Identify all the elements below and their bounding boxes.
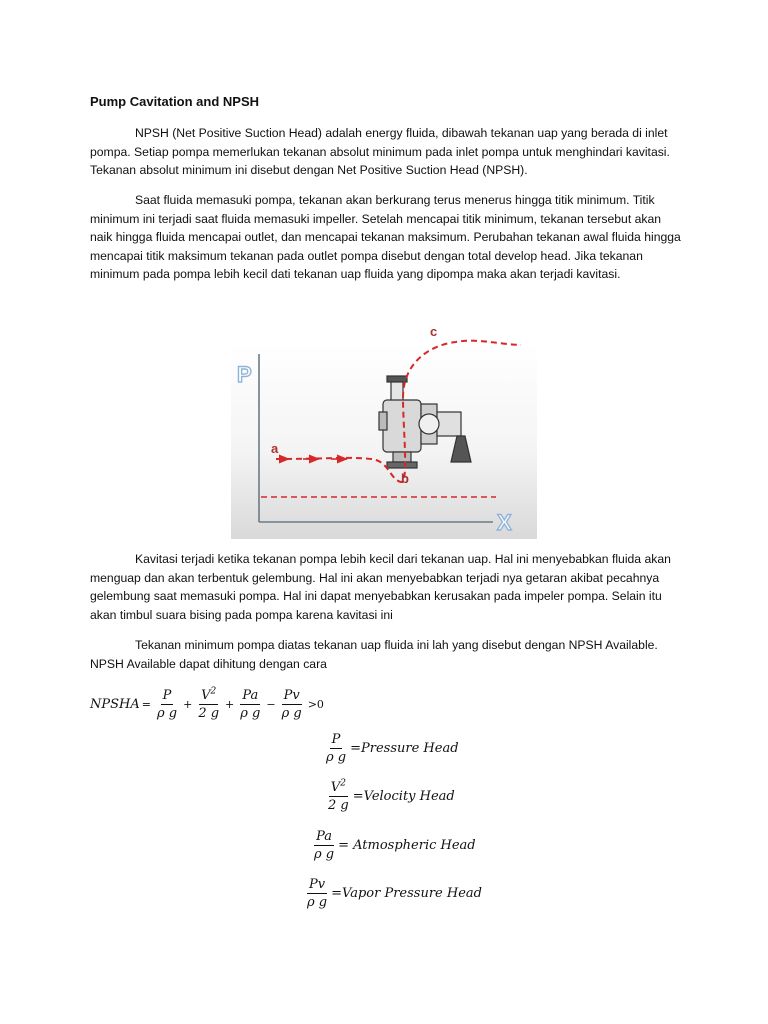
definition-velocity-head	[324, 780, 455, 813]
document-title: Pump Cavitation and NPSH	[90, 94, 260, 109]
pump-pressure-diagram	[231, 308, 537, 539]
x-axis-label: X	[497, 510, 512, 535]
term-denominator: ρ g	[156, 705, 178, 721]
term-denominator: ρ g	[281, 705, 302, 721]
velocity-symbol: V	[201, 687, 211, 703]
minus-sign: −	[266, 697, 276, 711]
term-numerator: P	[162, 687, 172, 703]
definition-text: = Atmospheric Head	[338, 838, 476, 853]
term-numerator	[329, 780, 348, 797]
definition-text: =Velocity Head	[352, 789, 455, 804]
point-c-label: c	[430, 324, 438, 339]
definition-atmospheric-head	[310, 829, 476, 862]
definition-fraction	[326, 780, 351, 813]
velocity-head-term	[196, 688, 221, 721]
term-denominator: ρ g	[307, 895, 328, 910]
definition-vapor-pressure-head	[303, 877, 482, 910]
vapor-pressure-head-term	[280, 688, 304, 721]
definition-fraction	[305, 877, 329, 910]
term-denominator: ρ g	[240, 705, 261, 721]
greater-than-zero: >0	[307, 697, 324, 711]
definition-fraction	[324, 732, 348, 765]
diagram-svg	[231, 308, 537, 539]
paragraph-pressure-change: Saat fluida memasuki pompa, tekanan akan berkurang terus menerus hingga titik minimum. Titik minimum ini terjadi saat fluida memasuki impeller. Setelah mencapai titik minimum, tekanan tersebut akan naik hingga fluida mencapai outlet, dan mencapai tekanan maksimum. Perubahan tekanan awal fluida hingga mencapai titik maksimum tekanan pada outlet pompa disebut dengan total develop head. Jika tekanan minimum pada pompa lebih kecil dati tekanan uap fluida yang dipompa maka akan terjadi kavitasi.	[90, 193, 681, 282]
term-numerator	[199, 688, 218, 705]
npsha-equation	[90, 682, 326, 726]
definition-text: =Vapor Pressure Head	[331, 886, 482, 901]
term-numerator: P	[331, 732, 341, 747]
term-denominator: ρ g	[326, 750, 347, 765]
paragraph-npsh-definition: NPSH (Net Positive Suction Head) adalah energy fluida, dibawah tekanan uap yang berada di inlet pompa. Setiap pompa memerlukan tekanan absolut minimum pada inlet pompa untuk menghindari kavitasi. Tekanan absolut minimum ini disebut dengan Net Positive Suction Head (NPSH).	[90, 126, 670, 178]
exponent: 2	[210, 686, 217, 697]
definition-text: =Pressure Head	[350, 741, 459, 756]
term-numerator: Pv	[283, 687, 300, 703]
paragraph-cavitation-effects: Kavitasi terjadi ketika tekanan pompa lebih kecil dari tekanan uap. Hal ini menyebabkan fluida akan menguap dan akan terbentuk gelembung. Hal ini akan menyebabkan terjadi nya getaran akibat pecahnya gelembung saat memasuki pompa. Hal ini dapat menyebabkan kerusakan pada impeler pompa. Selain itu akan timbul suara bising pada pompa karena kavitasi ini	[90, 552, 671, 622]
point-b-label: b	[401, 471, 409, 486]
term-numerator: Pa	[316, 829, 333, 844]
point-a-label: a	[271, 441, 279, 456]
pressure-head-term	[155, 688, 179, 721]
equation-lhs: NPSHA	[90, 696, 140, 712]
exponent: 2	[340, 778, 346, 789]
plus-sign: +	[225, 697, 235, 711]
term-numerator: Pa	[242, 687, 259, 703]
term-denominator: ρ g	[314, 847, 335, 862]
term-denominator: 2 g	[328, 798, 349, 813]
definition-fraction	[312, 829, 336, 862]
term-numerator: Pv	[309, 877, 326, 892]
atmospheric-head-term	[238, 688, 262, 721]
paragraph-npsh-available: Tekanan minimum pompa diatas tekanan uap fluida ini lah yang disebut dengan NPSH Available. NPSH Available dapat dihitung dengan cara	[90, 638, 658, 671]
term-denominator: 2 g	[198, 705, 220, 721]
equals-sign: =	[141, 697, 151, 711]
y-axis-label: P	[237, 362, 252, 387]
velocity-symbol: V	[330, 780, 341, 795]
plus-sign: +	[183, 697, 193, 711]
definition-pressure-head	[322, 732, 459, 765]
